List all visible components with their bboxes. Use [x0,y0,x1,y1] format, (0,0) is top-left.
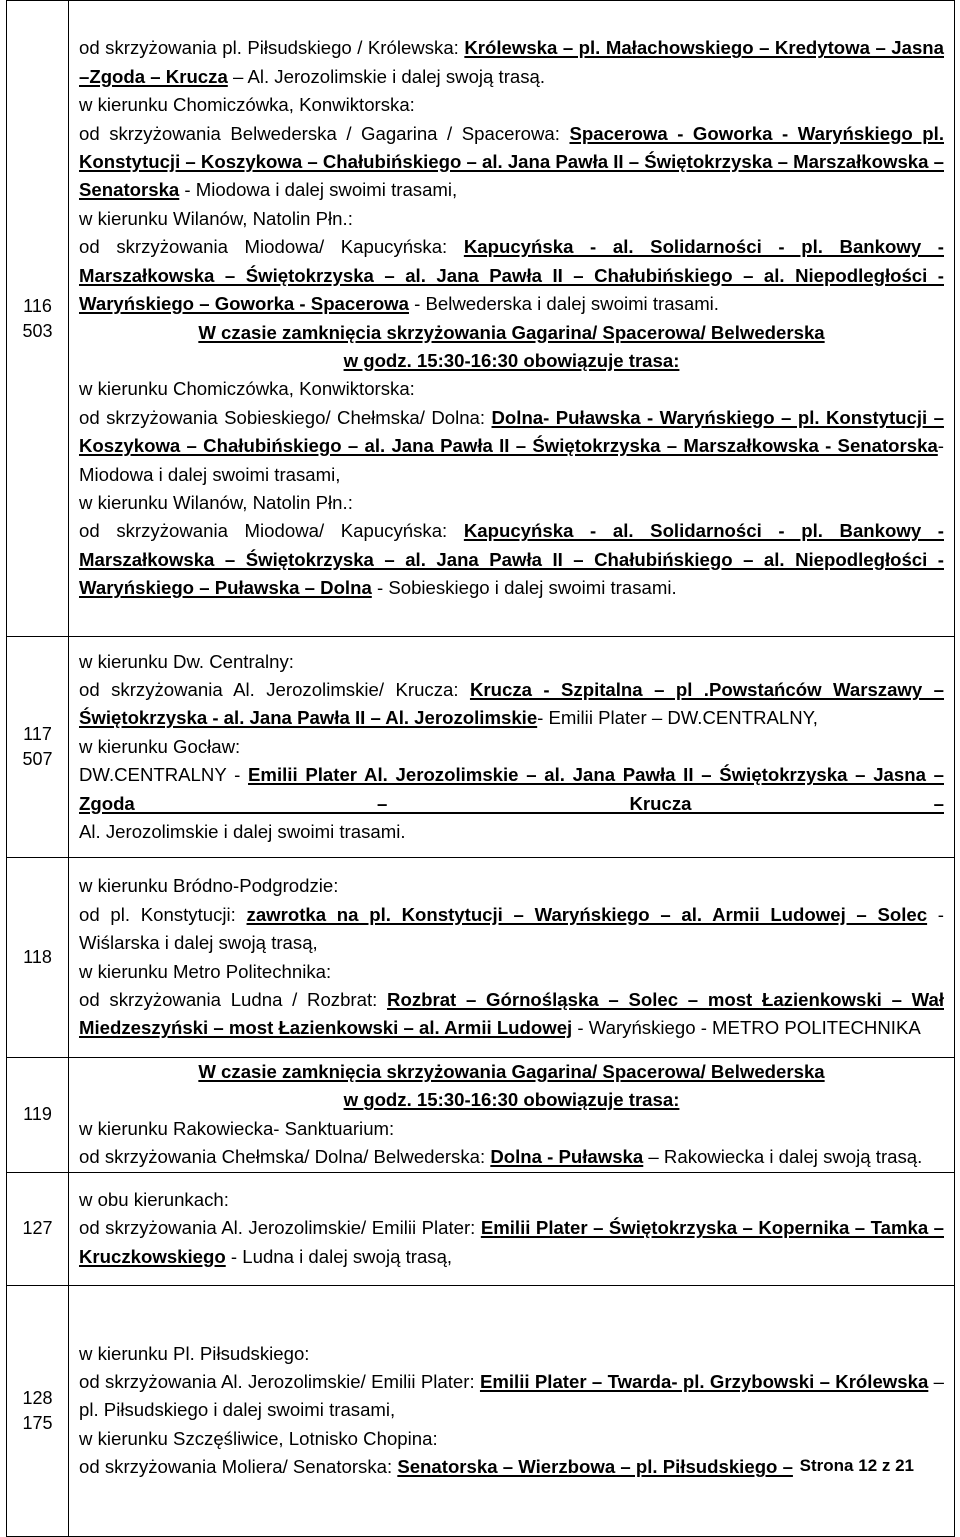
route-paragraph [79,91,944,119]
line-number: 117 [23,724,52,744]
route-text-segment: od skrzyżowania Moliera/ Senatorska: [79,1456,398,1478]
route-paragraph [79,958,944,986]
route-row [7,1172,955,1285]
route-street-segment: zawrotka na pl. Konstytucji – Waryńskiego – al. Armii Ludowej – Solec [246,903,928,925]
route-table [6,0,955,1537]
route-text-segment: - Waryńskiego - METRO POLITECHNIKA [572,1017,921,1039]
route-text-segment: od pl. Konstytucji: [79,903,247,925]
route-row [7,858,955,1058]
route-text-segment: od skrzyżowania Miodowa/ Kapucyńska: [79,236,464,258]
route-text-segment: - Wiślarska i dalej swoją trasą, [79,903,944,954]
route-text-segment: w kierunku Pl. Piłsudskiego: [79,1342,310,1364]
route-text-segment: od skrzyżowania Al. Jerozolimskie/ Krucza: [79,678,470,700]
route-text-segment: w kierunku Metro Politechnika: [79,960,332,982]
route-paragraph [79,404,944,489]
route-text-segment: - Belwederska i dalej swoimi trasami. [408,293,719,315]
route-paragraph [79,676,944,733]
route-paragraph [79,1425,944,1453]
route-paragraph [79,233,944,318]
route-text-segment: - Miodowa i dalej swoimi trasami, [179,179,458,201]
route-text-segment: w kierunku Gocław: [79,735,241,757]
route-text-segment: w kierunku Bródno-Podgrodzie: [79,875,339,897]
route-text-segment: - Miodowa i dalej swoimi trasami, [79,435,944,485]
route-table-body [7,1,955,1537]
route-text-segment: w kierunku Chomiczówka, Konwiktorska: [79,94,415,116]
route-text-segment: od skrzyżowania Chełmska/ Dolna/ Belwederska: [79,1146,491,1168]
route-row [7,637,955,858]
route-description-cell [69,1,955,637]
route-text-segment: Al. Jerozolimskie i dalej swoimi trasami. [79,821,406,843]
route-paragraph [79,1214,944,1271]
route-text-segment: - Sobieskiego i dalej swoimi trasami. [371,577,677,599]
route-text-segment: od skrzyżowania Al. Jerozolimskie/ Emilii Plater: [79,1371,480,1393]
route-paragraph [79,733,944,761]
line-number: 118 [23,947,52,967]
line-number: 507 [22,749,53,769]
route-street-segment: Emilii Plater – Świętokrzyska – Kopernika – Tamka – Kruczkowskiego [79,1217,944,1267]
route-paragraph [79,347,944,375]
route-paragraph [79,120,944,205]
line-numbers-cell [7,858,69,1058]
route-street-segment: Dolna- Puławska - Waryńskiego – pl. Konstytucji – Koszykowa – Chałubińskiego – al. Jana Pawła II – Świętokrzyska – Marszałkowska - Senatorska [79,406,944,457]
route-street-segment: Spacerowa - Goworka - Waryńskiego pl. Konstytucji – Koszykowa – Chałubińskiego – al. Jana Pawła II – Świętokrzyska – Marszałkowska – Senatorska [79,122,945,201]
route-paragraph [79,1340,944,1368]
route-description-cell [69,1172,955,1285]
route-paragraph [79,1186,944,1214]
route-text-segment: w kierunku Wilanów, Natolin Płn.: [79,491,353,513]
route-street-segment: Kapucyńska - al. Solidarności - pl. Bankowy - Marszałkowska – Świętokrzyska – al. Jana Pawła II – Chałubińskiego – al. Niepodległości - Waryńskiego – Goworka - Spacerowa [79,236,944,315]
route-street-segment: W czasie zamknięcia skrzyżowania Gagarina/ Spacerowa/ Belwederska [198,321,825,343]
route-row [7,1,955,637]
route-text-segment: od skrzyżowania Miodowa/ Kapucyńska: [79,520,464,542]
route-street-segment: W czasie zamknięcia skrzyżowania Gagarina/ Spacerowa/ Belwederska [198,1061,825,1082]
line-number: 175 [22,1412,53,1433]
line-number: 128 [22,1387,53,1408]
line-number: 127 [22,1218,53,1239]
route-paragraph [79,761,944,818]
route-paragraph [79,1143,944,1171]
route-paragraph [79,986,944,1043]
route-text-segment: od skrzyżowania pl. Piłsudskiego / Królewska: [79,37,465,59]
route-paragraph [79,818,944,846]
route-street-segment: Krucza - Szpitalna – pl .Powstańców Warszawy – Świętokrzyska - al. Jana Pawła II – Al. Jerozolimskie [79,678,945,729]
route-text-segment: – Rakowiecka i dalej swoją trasą. [643,1146,923,1168]
route-paragraph [79,489,944,517]
route-street-segment: w godz. 15:30-16:30 obowiązuje trasa: [343,1089,680,1111]
route-paragraph [79,34,944,91]
route-paragraph [79,319,944,347]
route-text-segment: w kierunku Dw. Centralny: [79,650,294,672]
route-paragraph [79,517,944,602]
route-text-segment: od skrzyżowania Belwederska / Gagarina / Spacerowa: [79,122,570,144]
route-street-segment: Dolna - Puławska [490,1146,644,1168]
route-street-segment: w godz. 15:30-16:30 obowiązuje trasa: [343,349,680,371]
route-text-segment: w kierunku Rakowiecka- Sanktuarium: [79,1117,395,1139]
route-street-segment: Rozbrat – Górnośląska – Solec – most Łazienkowski – Wał Miedzeszyński – most Łazienkowski – al. Armii Ludowej [79,988,944,1039]
route-paragraph [79,648,944,676]
line-number: 503 [22,320,53,341]
route-description-cell [69,858,955,1058]
route-street-segment: Królewska – pl. Małachowskiego – Kredytowa – Jasna –Zgoda – Krucza [79,37,944,87]
route-text-segment: od skrzyżowania Sobieskiego/ Chełmska/ Dolna: [79,406,492,428]
route-street-segment: Emilii Plater Al. Jerozolimskie – al. Jana Pawła II – Świętokrzyska – Jasna – Zgoda – Krucza – [79,764,944,814]
route-description-cell [69,637,955,858]
route-text-segment: w kierunku Chomiczówka, Konwiktorska: [79,378,415,400]
line-number: 116 [23,295,52,316]
line-number: 119 [23,1104,52,1125]
route-street-segment: Senatorska – Wierzbowa – pl. Piłsudskiego – [397,1456,793,1478]
line-numbers-cell [7,637,69,858]
route-description-cell [69,1285,955,1536]
line-numbers-cell [7,1,69,637]
route-text-segment: - Ludna i dalej swoją trasą, [225,1245,453,1267]
route-text-segment: od skrzyżowania Ludna / Rozbrat: [79,988,388,1010]
route-text-segment: – Al. Jerozolimskie i dalej swoją trasą. [227,65,546,87]
route-street-segment: Kapucyńska - al. Solidarności - pl. Bankowy - Marszałkowska – Świętokrzyska – al. Jana Pawła II – Chałubińskiego – al. Niepodległości - Waryńskiego – Puławska – Dolna [79,520,944,599]
route-text-segment: - Emilii Plater – DW.CENTRALNY, [537,707,818,729]
route-paragraph [79,1368,944,1425]
route-description-cell [69,1058,955,1173]
line-numbers-cell [7,1285,69,1536]
route-text-segment: od skrzyżowania Al. Jerozolimskie/ Emilii Plater: [79,1217,481,1239]
route-row [7,1285,955,1536]
route-text-segment: – pl. Piłsudskiego i dalej swoimi trasami, [79,1371,944,1421]
line-numbers-cell [7,1058,69,1173]
route-street-segment: Emilii Plater – Twarda- pl. Grzybowski – Królewska [479,1371,929,1393]
route-paragraph [79,872,944,900]
route-text-segment: DW.CENTRALNY - [79,764,249,786]
route-text-segment: w kierunku Wilanów, Natolin Płn.: [79,207,353,229]
route-row [7,1058,955,1173]
page-number: Strona 12 z 21 [799,1456,914,1475]
route-paragraph [79,205,944,233]
line-numbers-cell [7,1172,69,1285]
route-paragraph [79,1086,944,1114]
route-paragraph [79,375,944,403]
route-paragraph [79,901,944,958]
route-text-segment: w kierunku Szczęśliwice, Lotnisko Chopina: [79,1427,438,1449]
route-paragraph [79,1115,944,1143]
route-text-segment: w obu kierunkach: [79,1189,229,1211]
route-paragraph [79,1058,944,1086]
